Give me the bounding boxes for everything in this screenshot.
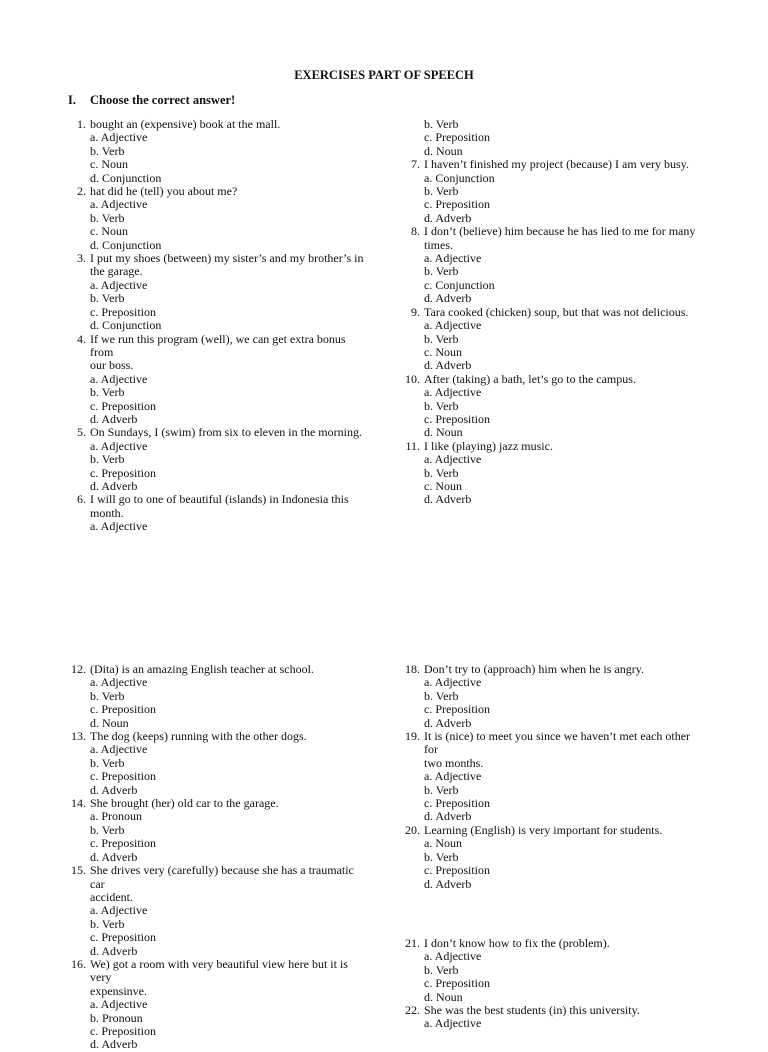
answer-option: b. Verb (424, 117, 459, 131)
answer-option: d. Adverb (90, 1037, 138, 1052)
answer-option: b. Verb (90, 385, 125, 400)
answer-option: c. Preposition (424, 976, 490, 991)
question-text: If we run this program (well), we can get extra bonus from (90, 331, 346, 359)
answer-option: d. Conjunction (90, 237, 162, 252)
question-item (70, 958, 370, 1052)
answer-option: c. Noun (90, 157, 128, 172)
answer-option: b. Verb (90, 688, 125, 703)
answer-option: a. Adjective (90, 438, 148, 453)
answer-option: b. Verb (424, 688, 459, 703)
question-number: 9. (411, 304, 420, 319)
question-number: 16. (71, 956, 86, 971)
question-number: 13. (71, 729, 86, 744)
question-number: 12. (71, 662, 86, 676)
question-item (70, 493, 370, 533)
question-number: 21. (405, 936, 420, 950)
answer-option: c. Noun (90, 224, 128, 239)
question-text: I like (playing) jazz music. (424, 438, 553, 453)
answer-option: a. Adjective (90, 197, 148, 212)
question-text: our boss. (90, 358, 134, 373)
answer-option: c. Preposition (90, 465, 156, 480)
answer-option: b. Verb (424, 465, 459, 480)
answer-option: a. Noun (424, 836, 462, 851)
question-item (404, 1004, 704, 1031)
answer-option: a. Adjective (90, 130, 148, 145)
answer-option: d. Adverb (90, 411, 138, 426)
answer-option: c. Noun (424, 478, 462, 493)
answer-option: d. Noun (424, 143, 463, 158)
answer-option: a. Adjective (424, 452, 482, 467)
question-number: 22. (405, 1003, 420, 1018)
question-item (70, 797, 370, 864)
answer-option: c. Preposition (424, 702, 490, 717)
question-text: She drives very (carefully) because she has a traumatic car (90, 863, 354, 891)
answer-option: a. Pronoun (90, 809, 142, 824)
question-number: 18. (405, 662, 420, 676)
question-text: bought an (expensive) book at the mall. (90, 117, 281, 131)
answer-option: a. Adjective (90, 277, 148, 292)
question-item (404, 663, 704, 730)
question-text: hat did he (tell) you about me? (90, 184, 238, 199)
question-number: 19. (405, 729, 420, 744)
question-text: month. (90, 505, 124, 520)
answer-option: d. Adverb (424, 715, 472, 730)
answer-option: c. Preposition (90, 836, 156, 851)
question-item (70, 426, 370, 493)
answer-option: d. Adverb (424, 358, 472, 373)
answer-option: d. Adverb (424, 809, 472, 824)
question-number: 4. (77, 331, 86, 346)
question-number: 8. (411, 224, 420, 239)
question-text: Tara cooked (chicken) soup, but that was not delicious. (424, 304, 689, 319)
answer-option: c. Preposition (90, 304, 156, 319)
answer-option: a. Adjective (90, 371, 148, 386)
question-column-2 (404, 118, 704, 507)
section-number: I. (68, 93, 76, 107)
answer-option: c. Conjunction (424, 277, 495, 292)
question-text: She was the best students (in) this university. (424, 1003, 640, 1018)
answer-option: b. Verb (424, 264, 459, 279)
answer-option: b. Verb (90, 210, 125, 225)
question-text: I don’t (believe) him because he has lied to me for many (424, 224, 696, 239)
answer-option: b. Verb (90, 143, 125, 158)
answer-option: d. Adverb (424, 492, 472, 507)
answer-option: d. Adverb (424, 210, 472, 225)
answer-option: b. Pronoun (90, 1010, 143, 1025)
answer-option: b. Verb (90, 452, 125, 467)
answer-option: b. Verb (424, 782, 459, 797)
question-item (70, 185, 370, 252)
question-item (404, 824, 704, 891)
question-text: The dog (keeps) running with the other dogs. (90, 729, 307, 744)
question-column-3 (70, 663, 370, 1052)
question-text: expensinve. (90, 983, 147, 998)
question-item (404, 225, 704, 305)
answer-option: b. Verb (424, 962, 459, 977)
answer-option: b. Verb (90, 822, 125, 837)
answer-option: a. Adjective (424, 675, 482, 690)
answer-option: d. Adverb (90, 943, 138, 958)
question-text: Learning (English) is very important for students. (424, 822, 663, 837)
question-text: I will go to one of beautiful (islands) in Indonesia this (90, 492, 349, 507)
answer-option: a. Adjective (424, 251, 482, 266)
question-item (404, 937, 704, 1004)
answer-option: d. Conjunction (90, 318, 162, 333)
answer-option: c. Preposition (90, 930, 156, 945)
answer-option: c. Preposition (90, 702, 156, 717)
answer-option: c. Preposition (424, 863, 490, 878)
question-item (70, 864, 370, 958)
answer-option: b. Verb (424, 849, 459, 864)
question-column-1 (70, 118, 370, 534)
page-title: EXERCISES PART OF SPEECH (294, 68, 474, 82)
question-text: two months. (424, 755, 484, 770)
question-item (404, 306, 704, 373)
question-number: 6. (77, 492, 86, 507)
answer-option: c. Preposition (424, 197, 490, 212)
question-item (70, 252, 370, 332)
question-item (404, 440, 704, 507)
question-column-4 (404, 663, 704, 891)
question-text: Don’t try to (approach) him when he is angry. (424, 662, 644, 676)
answer-option: c. Preposition (424, 411, 490, 426)
answer-option: d. Adverb (90, 478, 138, 493)
question-text: I haven’t finished my project (because) I am very busy. (424, 157, 689, 172)
question-item (70, 333, 370, 427)
answer-option: b. Verb (90, 291, 125, 306)
question-text: I don’t know how to fix the (problem). (424, 936, 610, 950)
section-heading (68, 93, 235, 108)
question-item (404, 730, 704, 824)
question-number: 10. (405, 371, 420, 386)
question-number: 1. (77, 117, 86, 131)
question-item (70, 118, 370, 185)
question-list (404, 158, 704, 507)
answer-option: a. Adjective (424, 1016, 482, 1031)
question-number: 20. (405, 822, 420, 837)
question-text: After (taking) a bath, let’s go to the campus. (424, 371, 636, 386)
answer-option: d. Noun (90, 715, 129, 730)
answer-option: d. Adverb (424, 291, 472, 306)
answer-option: a. Adjective (90, 742, 148, 757)
question-number: 15. (71, 863, 86, 878)
answer-option: a. Adjective (424, 769, 482, 784)
question-number: 7. (411, 157, 420, 172)
answer-option: d. Adverb (90, 782, 138, 797)
answer-option: a. Adjective (424, 318, 482, 333)
question-text: I put my shoes (between) my sister’s and my brother’s in (90, 251, 364, 266)
answer-option: b. Verb (90, 916, 125, 931)
answer-option: c. Preposition (90, 769, 156, 784)
question-number: 3. (77, 251, 86, 266)
answer-option: d. Adverb (424, 876, 472, 891)
question-number: 14. (71, 796, 86, 811)
question-text: It is (nice) to meet you since we haven’t met each other for (424, 729, 691, 757)
question-item (404, 158, 704, 225)
question-text: She brought (her) old car to the garage. (90, 796, 279, 811)
question-text: the garage. (90, 264, 143, 279)
answer-option: b. Verb (424, 398, 459, 413)
question-number: 11. (405, 438, 420, 453)
answer-option: a. Adjective (424, 949, 482, 964)
answer-option: a. Adjective (90, 997, 148, 1012)
question-6-continued (404, 118, 704, 158)
question-text: On Sundays, I (swim) from six to eleven in the morning. (90, 425, 362, 440)
question-text: accident. (90, 889, 133, 904)
question-item (404, 373, 704, 440)
question-item (70, 730, 370, 797)
question-text: times. (424, 237, 453, 252)
answer-option: a. Conjunction (424, 170, 495, 185)
question-item (70, 663, 370, 730)
answer-option: d. Noun (424, 425, 463, 440)
question-text: (Dita) is an amazing English teacher at school. (90, 662, 314, 676)
section-instruction: Choose the correct answer! (90, 93, 236, 107)
answer-option: c. Preposition (90, 1023, 156, 1038)
answer-option: c. Noun (424, 344, 462, 359)
answer-option: a. Adjective (424, 385, 482, 400)
answer-option: d. Conjunction (90, 170, 162, 185)
answer-option: c. Preposition (424, 796, 490, 811)
answer-option: c. Preposition (90, 398, 156, 413)
answer-option: b. Verb (424, 184, 459, 199)
answer-option: a. Adjective (90, 519, 148, 534)
answer-option: d. Noun (424, 989, 463, 1004)
question-column-5 (404, 937, 704, 1031)
answer-option: d. Adverb (90, 849, 138, 864)
question-number: 5. (77, 425, 86, 440)
answer-option: a. Adjective (90, 903, 148, 918)
answer-option: c. Preposition (424, 130, 490, 145)
answer-option: b. Verb (90, 755, 125, 770)
answer-option: a. Adjective (90, 675, 148, 690)
question-number: 2. (77, 184, 86, 199)
question-text: We) got a room with very beautiful view here but it is very (90, 956, 348, 985)
answer-option: b. Verb (424, 331, 459, 346)
